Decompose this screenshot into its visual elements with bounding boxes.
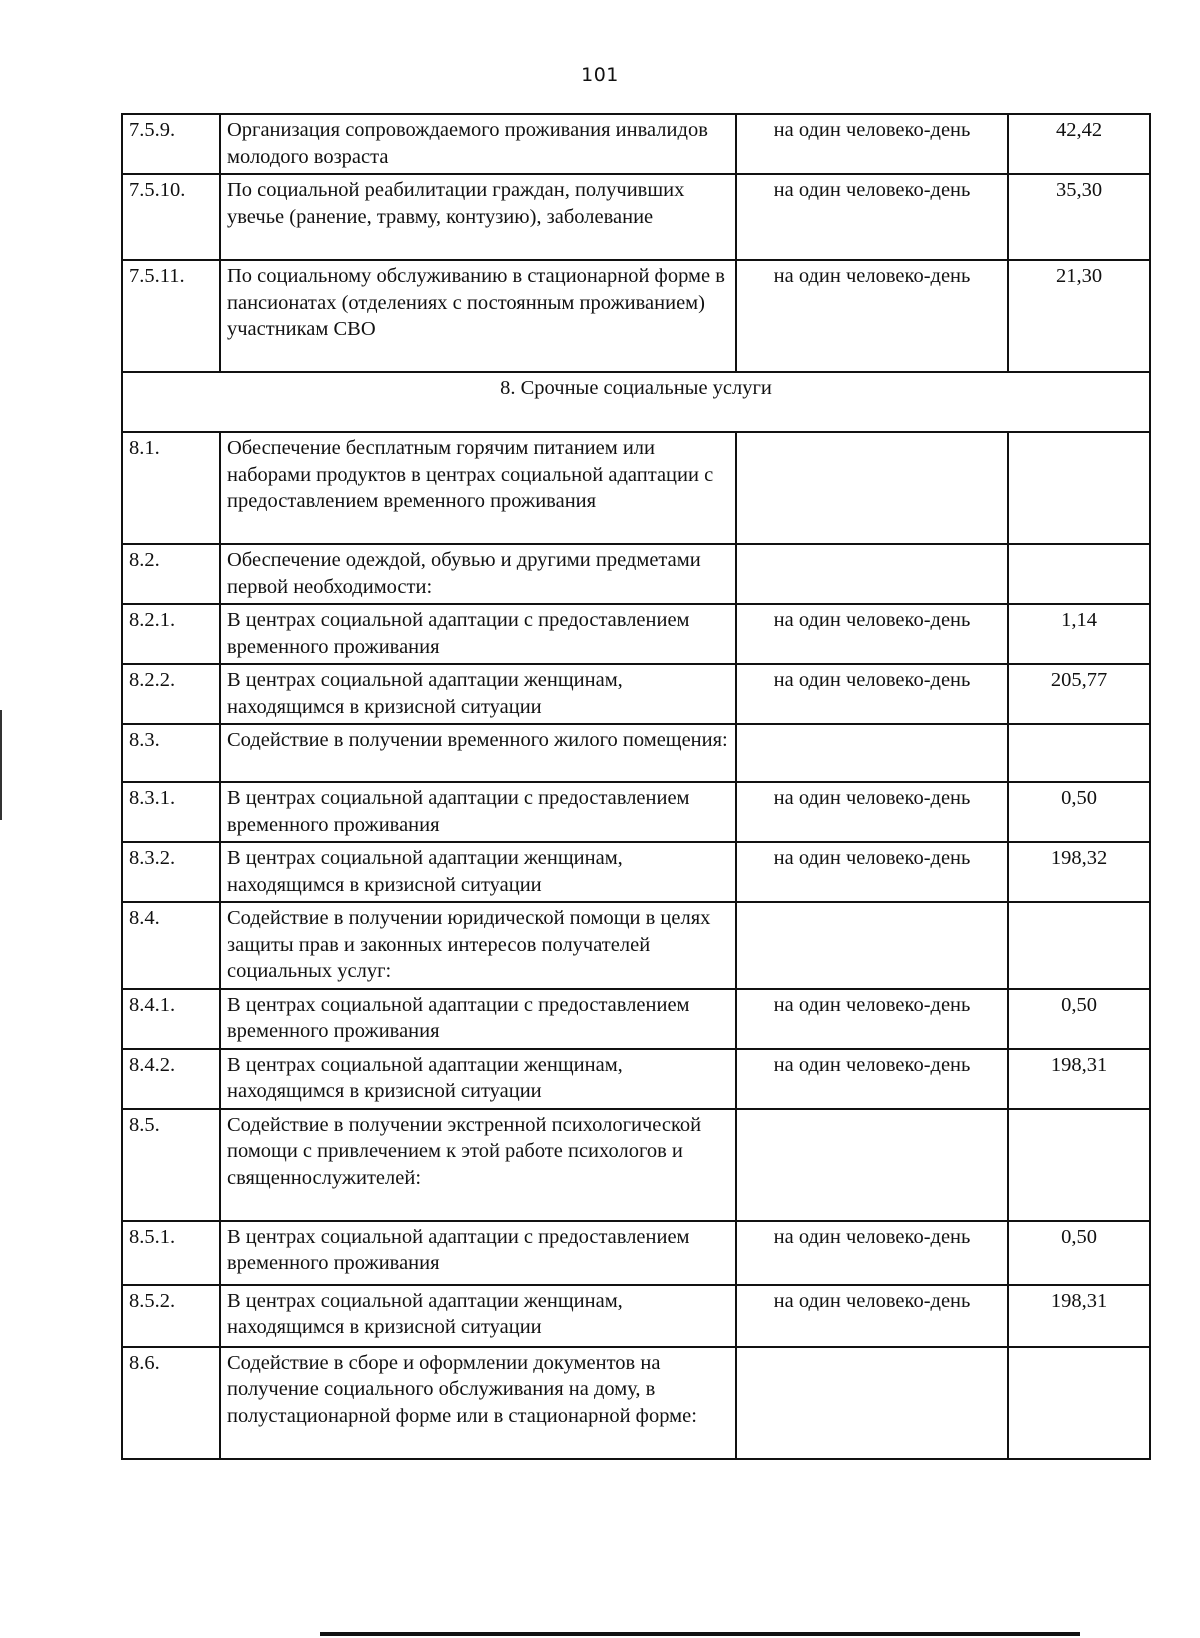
table-row (122, 1109, 1150, 1221)
row-value (1008, 1347, 1150, 1459)
row-description: В центрах социальной адаптации с предоставлением временного проживания (220, 1221, 736, 1285)
row-code: 8.2.2. (122, 664, 220, 724)
section-title: 8. Срочные социальные услуги (122, 372, 1150, 432)
row-code: 7.5.11. (122, 260, 220, 372)
row-value (1008, 724, 1150, 782)
row-description: В центрах социальной адаптации с предоставлением временного проживания (220, 604, 736, 664)
row-unit (736, 902, 1008, 989)
table-row (122, 782, 1150, 842)
row-value: 35,30 (1008, 174, 1150, 260)
row-code: 8.3. (122, 724, 220, 782)
row-unit (736, 432, 1008, 544)
row-value (1008, 544, 1150, 604)
table-row (122, 174, 1150, 260)
table-row (122, 842, 1150, 902)
row-unit (736, 544, 1008, 604)
row-description: В центрах социальной адаптации с предоставлением временного проживания (220, 989, 736, 1049)
row-description: Содействие в получении экстренной психологической помощи с привлечением к этой работе психологов и священнослужителей: (220, 1109, 736, 1221)
row-value (1008, 432, 1150, 544)
row-unit (736, 1347, 1008, 1459)
table-row (122, 1347, 1150, 1459)
row-unit: на один человеко-день (736, 1285, 1008, 1347)
row-value: 0,50 (1008, 989, 1150, 1049)
row-unit: на один человеко-день (736, 114, 1008, 174)
table-row (122, 260, 1150, 372)
row-value: 198,31 (1008, 1285, 1150, 1347)
row-code: 8.5.1. (122, 1221, 220, 1285)
table-row (122, 724, 1150, 782)
row-value: 21,30 (1008, 260, 1150, 372)
row-description: В центрах социальной адаптации женщинам, находящимся в кризисной ситуации (220, 1285, 736, 1347)
row-value (1008, 1109, 1150, 1221)
row-description: Содействие в получении временного жилого помещения: (220, 724, 736, 782)
section-header-row (122, 372, 1150, 432)
row-code: 7.5.9. (122, 114, 220, 174)
row-value: 1,14 (1008, 604, 1150, 664)
row-unit: на один человеко-день (736, 260, 1008, 372)
row-value (1008, 902, 1150, 989)
table-row (122, 432, 1150, 544)
row-description: Содействие в получении юридической помощи в целях защиты прав и законных интересов получателей социальных услуг: (220, 902, 736, 989)
row-unit: на один человеко-день (736, 174, 1008, 260)
row-code: 7.5.10. (122, 174, 220, 260)
row-code: 8.3.1. (122, 782, 220, 842)
row-value: 0,50 (1008, 782, 1150, 842)
tariff-table (121, 113, 1151, 1460)
page-number: 101 (581, 64, 619, 86)
row-value: 205,77 (1008, 664, 1150, 724)
row-description: Обеспечение одеждой, обувью и другими предметами первой необходимости: (220, 544, 736, 604)
table-row (122, 1285, 1150, 1347)
table-row (122, 114, 1150, 174)
table-row (122, 1221, 1150, 1285)
row-unit (736, 1109, 1008, 1221)
table-row (122, 1049, 1150, 1109)
row-unit: на один человеко-день (736, 1221, 1008, 1285)
row-description: В центрах социальной адаптации женщинам, находящимся в кризисной ситуации (220, 842, 736, 902)
row-code: 8.4.1. (122, 989, 220, 1049)
row-code: 8.4. (122, 902, 220, 989)
row-value: 42,42 (1008, 114, 1150, 174)
row-description: По социальному обслуживанию в стационарной форме в пансионатах (отделениях с постоянным проживанием) участникам СВО (220, 260, 736, 372)
row-unit: на один человеко-день (736, 989, 1008, 1049)
row-code: 8.4.2. (122, 1049, 220, 1109)
scan-edge-mark (0, 710, 2, 820)
row-unit: на один человеко-день (736, 782, 1008, 842)
row-code: 8.5. (122, 1109, 220, 1221)
row-description: Содействие в сборе и оформлении документов на получение социального обслуживания на дому, в полустационарной форме или в стационарной форме: (220, 1347, 736, 1459)
row-unit: на один человеко-день (736, 1049, 1008, 1109)
row-code: 8.2.1. (122, 604, 220, 664)
row-code: 8.5.2. (122, 1285, 220, 1347)
table-row (122, 902, 1150, 989)
row-description: В центрах социальной адаптации женщинам, находящимся в кризисной ситуации (220, 1049, 736, 1109)
row-unit (736, 724, 1008, 782)
table-row (122, 989, 1150, 1049)
row-description: В центрах социальной адаптации женщинам, находящимся в кризисной ситуации (220, 664, 736, 724)
row-unit: на один человеко-день (736, 604, 1008, 664)
row-value: 0,50 (1008, 1221, 1150, 1285)
table-row (122, 544, 1150, 604)
row-description: Организация сопровождаемого проживания инвалидов молодого возраста (220, 114, 736, 174)
row-description: Обеспечение бесплатным горячим питанием или наборами продуктов в центрах социальной адаптации с предоставлением временного проживания (220, 432, 736, 544)
table-row (122, 604, 1150, 664)
scan-bottom-edge (320, 1632, 1080, 1636)
row-value: 198,31 (1008, 1049, 1150, 1109)
row-code: 8.1. (122, 432, 220, 544)
row-code: 8.6. (122, 1347, 220, 1459)
row-description: По социальной реабилитации граждан, получивших увечье (ранение, травму, контузию), заболевание (220, 174, 736, 260)
row-value: 198,32 (1008, 842, 1150, 902)
row-unit: на один человеко-день (736, 842, 1008, 902)
table-row (122, 664, 1150, 724)
row-unit: на один человеко-день (736, 664, 1008, 724)
row-code: 8.3.2. (122, 842, 220, 902)
row-description: В центрах социальной адаптации с предоставлением временного проживания (220, 782, 736, 842)
row-code: 8.2. (122, 544, 220, 604)
